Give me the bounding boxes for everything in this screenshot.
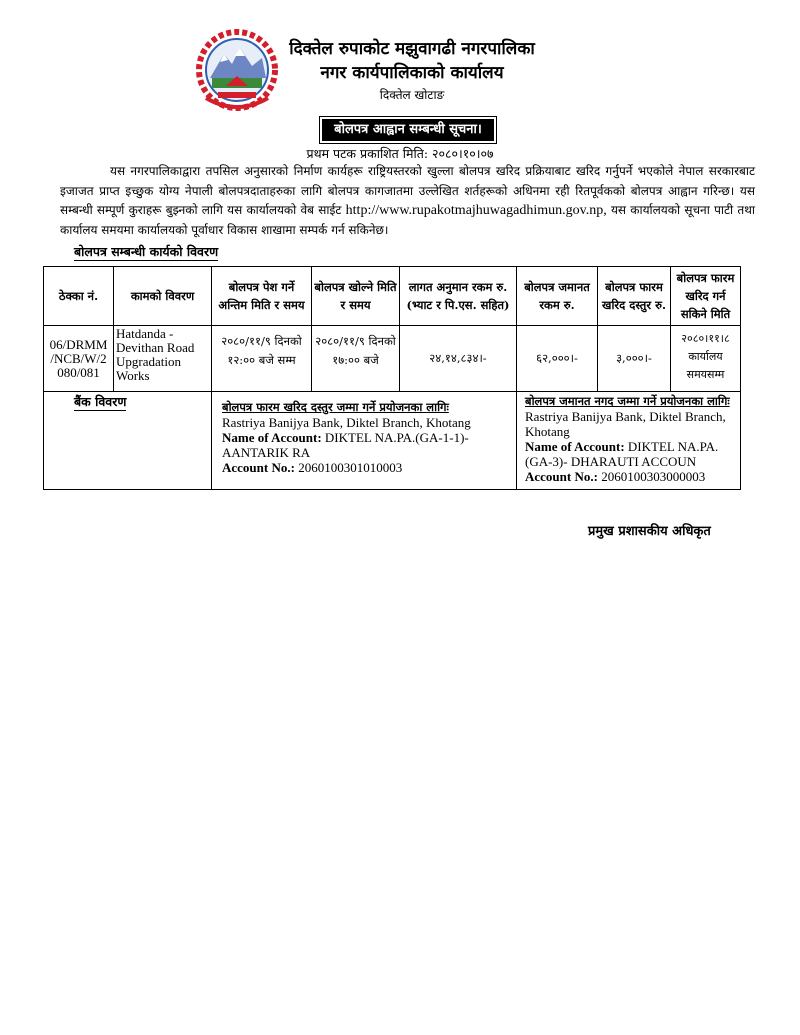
header-work: कामको विवरण	[114, 267, 212, 326]
security-account-number	[525, 469, 734, 484]
cell-opening: २०८०/११/९ दिनको १७:०० बजे	[312, 326, 400, 392]
security-name-label: Name of Account:	[525, 439, 625, 454]
table-row	[44, 326, 741, 392]
header-submission: बोलपत्र पेश गर्ने अन्तिम मिति र समय	[212, 267, 312, 326]
security-account-cell	[517, 392, 741, 490]
cell-work: Hatdanda - Devithan Road Upgradation Works	[114, 326, 212, 392]
cell-security: ६२,०००।-	[517, 326, 598, 392]
table-header-row	[44, 267, 741, 326]
header-form-fee: बोलपत्र फारम खरिद दस्तुर रु.	[598, 267, 671, 326]
header-cost: लागत अनुमान रकम रु. (भ्याट र पि.एस. सहित)	[400, 267, 517, 326]
cell-form-fee: ३,०००।-	[598, 326, 671, 392]
bank-label: बैंक विवरण	[74, 394, 127, 409]
body-text-outro: यस कार्यालयको सूचना पाटी तथा कार्यालय समयमा कार्यालयको पूर्वाधार विकास शाखामा सम्पर्क गर्न सकिनेछ।	[60, 203, 755, 237]
header-opening: बोलपत्र खोल्ने मिति र समय	[312, 267, 400, 326]
form-fee-number-label: Account No.:	[222, 460, 295, 475]
form-fee-account-heading: बोलपत्र फारम खरिद दस्तुर जम्मा गर्ने प्रयोजनका लागिः	[222, 400, 449, 414]
office-name: नगर कार्यपालिकाको कार्यालय	[320, 63, 504, 83]
form-fee-account-number	[222, 460, 510, 475]
bank-row	[44, 392, 741, 490]
form-fee-account-name	[222, 430, 510, 460]
publication-date: प्रथम पटक प्रकाशित मिति: २०८०।१०।०७	[306, 146, 494, 161]
security-account-name	[525, 439, 734, 469]
form-fee-name-value: DIKTEL NA.PA.(GA-1-1)- AANTARIK RA	[222, 430, 469, 460]
cell-contract-no: 06/DRMM /NCB/W/2 080/081	[44, 326, 114, 392]
header-security: बोलपत्र जमानत रकम रु.	[517, 267, 598, 326]
body-text-intro: यस नगरपालिकाद्वारा तपसिल अनुसारको निर्माण कार्यहरू राष्ट्रियस्तरको खुल्ला बोलपत्र खरिद प्रक्रियाबाट खरिद गर्नुपर्ने भएकोले नेपाल सरकारबाट इजाजत प्राप्त इच्छुक योग्य नेपाली बोलपत्रदाताहरुका लागि बोलपत्र कागजातमा उल्लेखित शर्तहरूको अधिनमा रही रितपूर्वकको बोलपत्र आह्वान गरिन्छ। यस सम्बन्धी सम्पूर्ण कुराहरू बुझ्नको लागि यस कार्यालयको वेब साईट	[60, 164, 755, 217]
header-form-date: बोलपत्र फारम खरिद गर्न सकिने मिति	[671, 267, 741, 326]
security-number-value: 2060100303000003	[601, 469, 706, 484]
cell-submission: २०८०/११/९ दिनको १२:०० बजे सम्म	[212, 326, 312, 392]
form-fee-bank: Rastriya Banijya Bank, Diktel Branch, Khotang	[222, 415, 471, 430]
security-number-label: Account No.:	[525, 469, 598, 484]
security-bank: Rastriya Banijya Bank, Diktel Branch, Khotang	[525, 409, 726, 439]
cell-cost: २४,१४,८३४।-	[400, 326, 517, 392]
office-location: दिक्तेल खोटाङ	[379, 88, 445, 102]
table-subheading: बोलपत्र सम्बन्धी कार्यको विवरण	[74, 244, 219, 259]
notice-title: बोलपत्र आह्वान सम्बन्धी सूचना।	[322, 119, 494, 141]
website-link[interactable]: http://www.rupakotmajhuwagadhimun.gov.np,	[345, 203, 607, 218]
form-fee-account-cell	[212, 392, 517, 490]
tender-table	[43, 266, 741, 490]
header-contract-no: ठेक्का नं.	[44, 267, 114, 326]
municipality-name: दिक्तेल रुपाकोट मझुवागढी नगरपालिका	[289, 39, 535, 59]
form-fee-name-label: Name of Account:	[222, 430, 322, 445]
notice-body	[60, 162, 755, 240]
bank-label-cell	[44, 392, 212, 490]
signatory-title: प्रमुख प्रशासकीय अधिकृत	[588, 524, 711, 539]
security-account-heading: बोलपत्र जमानत नगद जम्मा गर्ने प्रयोजनका लागिः	[525, 394, 730, 408]
form-fee-number-value: 2060100301010003	[298, 460, 403, 475]
security-name-value: DIKTEL NA.PA.(GA-3)- DHARAUTI ACCOUN	[525, 439, 719, 469]
cell-form-date: २०८०।११।८ कार्यालय समयसम्म	[671, 326, 741, 392]
